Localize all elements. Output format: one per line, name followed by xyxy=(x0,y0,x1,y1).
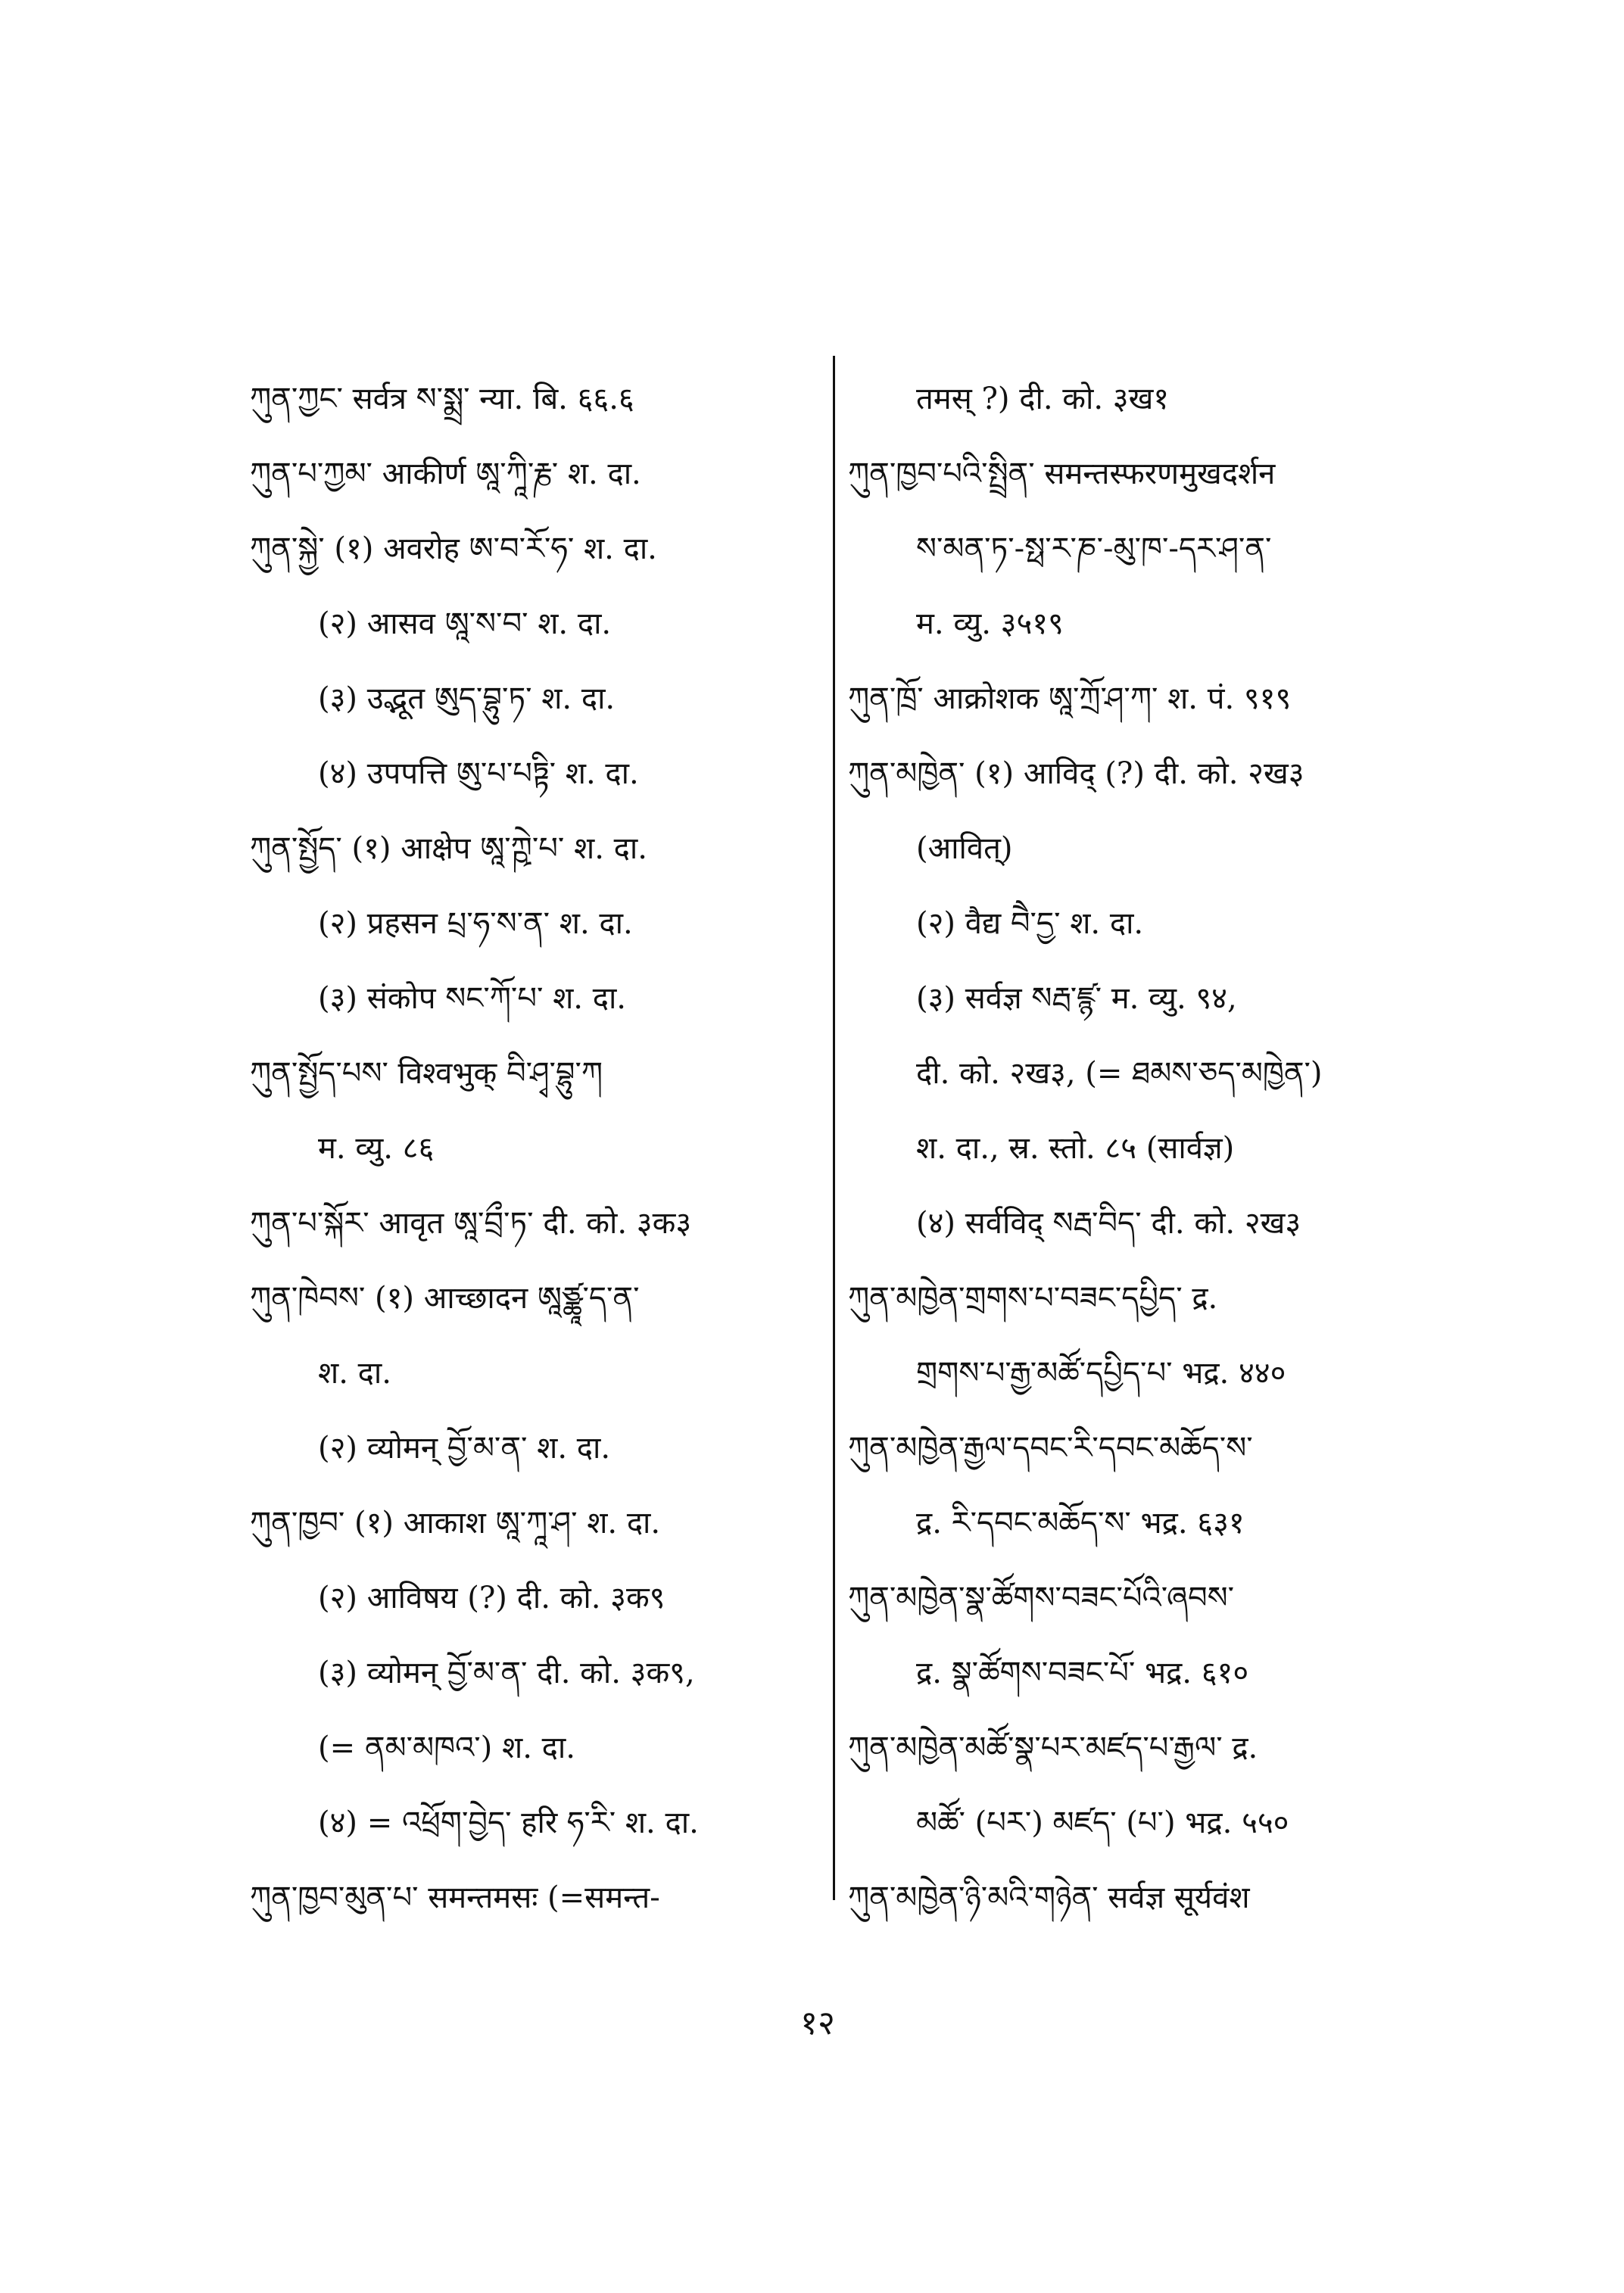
entry-headword-line: ཀུན་མཁྱེན་སྣ་ཚོགས་བཟང་པོའི་ཞབས་ xyxy=(848,1581,1234,1615)
entry-subline: म. व्यु. ८६ xyxy=(318,1131,435,1166)
entry-subline: म. व्यु. ३५१९ xyxy=(916,606,1064,641)
entry-subline: श. दा. xyxy=(318,1356,391,1391)
entry-headword-line: ཀུན་མཁྱེན་ (१) आविद् (?) दी. को. २ख३ xyxy=(848,756,1304,791)
entry-subline: श. दा., स्र. स्तो. ८५ (सार्वज्ञ) xyxy=(916,1131,1235,1166)
entry-subline: (२) आसव ཨཱ་ས་བ་ श. दा. xyxy=(318,606,612,641)
column-divider xyxy=(833,356,835,1900)
entry-headword-line: ཀུན་ཀྱང་ सर्वत्र ས་སྨྲ་ न्या. बि. ६६.६ xyxy=(250,382,634,416)
entry-subline: तमस् ?) दी. को. ३ख१ xyxy=(916,382,1170,416)
entry-headword-line: ཀུན་སྐྱེ་ (१) अवरोह ཨ་བ་རོ་ཧ་ श. दा. xyxy=(250,531,657,566)
entry-headword-line: ཀུན་མཁྱེན་མཚོ་སྣ་པར་མཛད་པ་རྒྱལ་ द्र. xyxy=(848,1731,1258,1765)
entry-subline: (२) प्रहसन པྲ་ཧ་ས་ན་ श. दा. xyxy=(318,906,633,941)
entry-subline: (४) = འཕྲོག་བྱེད་ हरि ཧ་རི་ श. दा. xyxy=(318,1805,699,1840)
entry-headword-line: ཀུན་མཁྱེན་རྒྱལ་དབང་རི་དབང་མཆོད་ས་ xyxy=(848,1431,1253,1466)
entry-headword-line: ཀུན་ཁྱབ་པའི་སྤྲིན་ समन्तस्फरणमुखदर्शन xyxy=(848,456,1276,491)
entry-headword-line: ཀུན་སྤྱོད་པས་ विश्वभुक् བི་ཤྭ་བྷུ་ཀ xyxy=(250,1056,603,1091)
entry-subline: (३) व्योमन् བྱོ་མ་ན་ दी. को. ३क९, xyxy=(318,1656,695,1690)
entry-subline: ས་མན་ཏ་-སྥ་ར་ཎ་-མུ་ཁ་-དར་ཤ་ན་ xyxy=(916,531,1272,566)
entry-subline: (३) संकोप སང་ཀོ་པ་ श. दा. xyxy=(318,981,627,1016)
entry-subline: གྲགས་པ་རྒྱ་མཚོ་དཔྱིད་པ་ भद्र. ४४० xyxy=(916,1356,1286,1391)
entry-subline: (२) आविषय (?) दी. को. ३क९ xyxy=(318,1581,665,1615)
page-number: १२ xyxy=(800,2004,835,2042)
entry-subline: (४) सर्वविद् སརྦ་བིད་ दी. को. २ख३ xyxy=(916,1206,1301,1241)
entry-subline: (४) उपपत्ति ཨུ་པ་པཏྟི་ श. दा. xyxy=(318,756,639,791)
entry-subline: (२) वैद्य བཻ་དྱ་ श. दा. xyxy=(916,906,1144,941)
entry-headword-line: ཀུན་ཁྱབ་ (१) आकाश ཨཱ་ཀཱ་ཤ་ श. दा. xyxy=(250,1506,661,1541)
entry-subline: (३) उद्भूत ཨུད་བྷུ་ཏ་ श. दा. xyxy=(318,681,616,716)
entry-headword-line: ཀུན་ཁྱབ་མུན་པ་ समन्तमसः (=समन्त- xyxy=(250,1880,660,1915)
entry-subline: (२) व्योमन् བྱོ་མ་ན་ श. दा. xyxy=(318,1431,611,1466)
entry-headword-line: ཀུན་པ་སྐོར་ आवृत ཨཱ་བྲྀ་ཏ་ दी. को. ३क३ xyxy=(250,1206,692,1241)
entry-subline: द्र. སྣ་ཚོགས་བཟང་པོ་ भद्र. ६१० xyxy=(916,1656,1249,1690)
entry-subline: (आवित्) xyxy=(916,831,1013,866)
entry-headword-line: ཀུན་ཁྲོ་ आक्रोशक ཨཱ་ཀྲོ་ཤ་ཀ་ श. पं. ९१९ xyxy=(848,681,1292,716)
entry-headword-line: ཀུན་པ་ཀྱམ་ आकीर्ण ཨཱ་ཀཱི་རྞ་ श. दा. xyxy=(250,456,641,491)
entry-subline: दी. को. २ख३, (= ཐམས་ཅད་མཁྱེན་) xyxy=(916,1056,1323,1091)
left-column xyxy=(250,362,856,1936)
right-column xyxy=(848,362,1469,1936)
entry-subline: (= ནམ་མཁའ་) श. दा. xyxy=(318,1731,575,1765)
entry-subline: མཚོ་ (པར་) མཛད་ (པ་) भद्र. ५५० xyxy=(916,1805,1289,1840)
entry-headword-line: ཀུན་མཁྱེན་ཉི་མའི་གཉེན་ सर्वज्ञ सूर्यवंश xyxy=(848,1880,1250,1915)
entry-headword-line: ཀུན་མཁྱེན་གྲགས་པ་བཟང་དཔྱིད་ द्र. xyxy=(848,1281,1218,1316)
entry-headword-line: ཀུན་སྤྱོད་ (१) आक्षेप ཨཱ་ཀྵེ་པ་ श. दा. xyxy=(250,831,647,866)
entry-headword-line: ཀུན་ཁེབས་ (१) आच्छादन ཨཱཙྪཱ་ད་ན་ xyxy=(250,1281,640,1316)
entry-subline: (३) सर्वज्ञ སརྦ་ཛྙ་ म. व्यु. ९४, xyxy=(916,981,1237,1016)
entry-subline: द्र. རི་དབང་མཆོད་ས་ भद्र. ६३१ xyxy=(916,1506,1245,1541)
